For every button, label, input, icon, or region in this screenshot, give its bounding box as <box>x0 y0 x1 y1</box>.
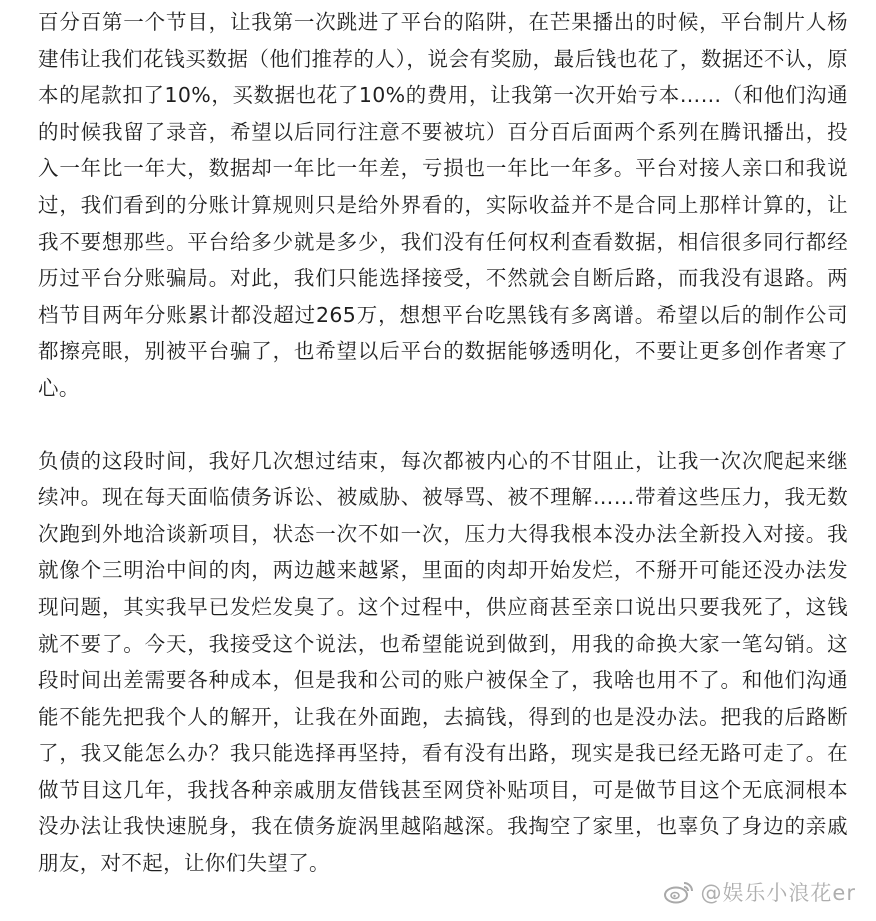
weibo-logo-icon <box>664 880 694 904</box>
paragraph-1: 百分百第一个节目，让我第一次跳进了平台的陷阱，在芒果播出的时候，平台制片人杨建伟让我们花钱买数据（他们推荐的人），说会有奖励，最后钱也花了，数据还不认，原本的尾款扣了10%，买数据也花了10%的费用，让我第一次开始亏本……（和他们沟通的时候我留了录音，希望以后同行注意不要被坑）百分百后面两个系列在腾讯播出，投入一年比一年大，数据却一年比一年差，亏损也一年比一年多。平台对接人亲口和我说过，我们看到的分账计算规则只是给外界看的，实际收益并不是合同上那样计算的，让我不要想那些。平台给多少就是多少，我们没有任何权利查看数据，相信很多同行都经历过平台分账骗局。对此，我们只能选择接受，不然就会自断后路，而我没有退路。两档节目两年分账累计都没超过265万，想想平台吃黑钱有多离谱。希望以后的制作公司都擦亮眼，别被平台骗了，也希望以后平台的数据能够透明化，不要让更多创作者寒了心。 <box>38 10 848 400</box>
watermark-text: @娱乐小浪花er <box>700 881 856 905</box>
paragraph-divider <box>38 407 848 443</box>
article-body <box>38 4 848 882</box>
watermark <box>664 877 856 907</box>
paragraph-2: 负债的这段时间，我好几次想过结束，每次都被内心的不甘阻止，让我一次次爬起来继续冲。现在每天面临债务诉讼、被威胁、被辱骂、被不理解……带着这些压力，我无数次跑到外地洽谈新项目，状态一次不如一次，压力大得我根本没办法全新投入对接。我就像个三明治中间的肉，两边越来越紧，里面的肉却开始发烂，不掰开可能还没办法发现问题，其实我早已发烂发臭了。这个过程中，供应商甚至亲口说出只要我死了，这钱就不要了。今天，我接受这个说法，也希望能说到做到，用我的命换大家一笔勾销。这段时间出差需要各种成本，但是我和公司的账户被保全了，我啥也用不了。和他们沟通能不能先把我个人的解开，让我在外面跑，去搞钱，得到的也是没办法。把我的后路断了，我又能怎么办？我只能选择再坚持，看有没有出路，现实是我已经无路可走了。在做节目这几年，我找各种亲戚朋友借钱甚至网贷补贴项目，可是做节目这个无底洞根本没办法让我快速脱身，我在债务旋涡里越陷越深。我掏空了家里，也辜负了身边的亲戚朋友，对不起，让你们失望了。 <box>38 448 848 876</box>
